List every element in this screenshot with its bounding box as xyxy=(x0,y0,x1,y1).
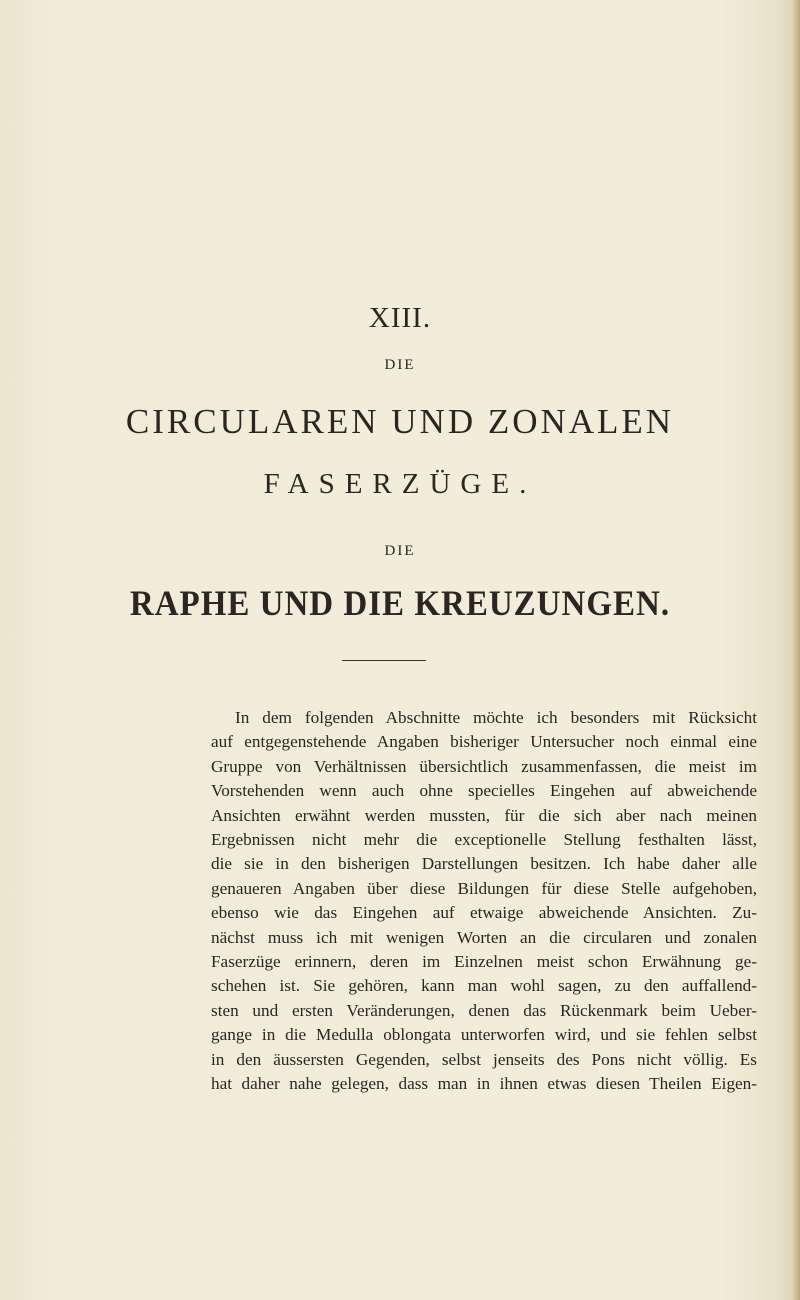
text-line: ebenso wie das Eingehen auf etwaige abweichende Ansichten. Zu- xyxy=(211,903,757,923)
text-line: auf entgegenstehende Angaben bisheriger Untersucher noch einmal eine xyxy=(211,732,757,752)
text-line: genaueren Angaben über diese Bildungen für diese Stelle aufgehoben, xyxy=(211,878,757,898)
body-paragraph xyxy=(211,706,757,1097)
text-line: nächst muss ich mit wenigen Worten an die circularen und zonalen xyxy=(211,927,757,947)
section-divider-rule xyxy=(342,660,426,661)
text-line: Faserzüge erinnern, deren im Einzelnen meist schon Erwähnung ge- xyxy=(211,952,757,972)
text-line: in den äussersten Gegenden, selbst jenseits des Pons nicht völlig. Es xyxy=(211,1049,757,1069)
chapter-title-line-2: FASERZÜGE. xyxy=(263,468,537,500)
chapter-title-line-1: CIRCULAREN UND ZONALEN xyxy=(125,402,675,441)
text-line: Gruppe von Verhältnissen übersichtlich zusammenfassen, die meist im xyxy=(211,756,757,776)
text-line: In dem folgenden Abschnitte möchte ich besonders mit Rücksicht xyxy=(235,708,757,727)
text-line: die sie in den bisherigen Darstellungen besitzen. Ich habe daher alle xyxy=(211,854,757,874)
page-edge-shadow xyxy=(792,0,800,1300)
text-line: Vorstehenden wenn auch ohne specielles Eingehen auf abweichende xyxy=(211,781,757,801)
text-line: Ansichten erwähnt werden mussten, für die sich aber nach meinen xyxy=(211,805,757,825)
chapter-title-line-3: RAPHE UND DIE KREUZUNGEN. xyxy=(129,584,671,624)
text-line: schehen ist. Sie gehören, kann man wohl sagen, zu den auffallend- xyxy=(211,976,757,996)
text-line: Ergebnissen nicht mehr die exceptionelle Stellung festhalten lässt, xyxy=(211,830,757,850)
chapter-number: XIII. xyxy=(368,302,432,334)
text-line: gange in die Medulla oblongata unterworfen wird, und sie fehlen selbst xyxy=(211,1025,757,1045)
text-line: sten und ersten Veränderungen, denen das Rückenmark beim Ueber- xyxy=(211,1000,757,1020)
heading-article-2: DIE xyxy=(384,543,416,559)
text-line: hat daher nahe gelegen, dass man in ihnen etwas diesen Theilen Eigen- xyxy=(211,1074,757,1094)
heading-article-1: DIE xyxy=(384,357,416,373)
